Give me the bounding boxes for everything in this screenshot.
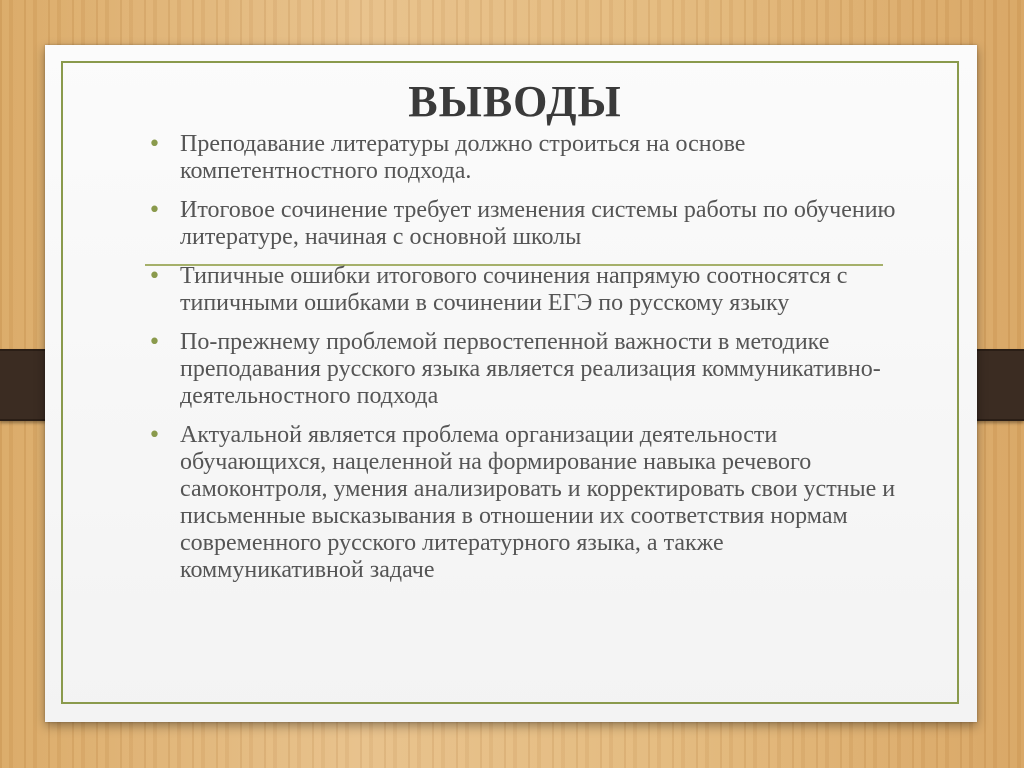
bullet-text: Преподавание литературы должно строиться на основе компетентностного подхода.	[180, 131, 746, 184]
bullet-item	[135, 329, 905, 410]
bullet-item	[135, 422, 905, 584]
slide-card	[45, 45, 977, 722]
bullet-text: По-прежнему проблемой первостепенной важности в методике преподавания русского языка является реализация коммуникативно-деятельностного подхода	[180, 329, 881, 409]
slide-title: ВЫВОДЫ	[408, 77, 622, 126]
bullet-text: Актуальной является проблема организации деятельности обучающихся, нацеленной на формирование навыка речевого самоконтроля, умения анализировать и корректировать свои устные и письменные высказывания в отношении их соответствия нормам современного русского литературного языка, а также коммуникативной задаче	[180, 422, 896, 583]
bullet-marker: •	[148, 132, 161, 157]
bullet-marker: •	[148, 330, 161, 355]
bullet-list	[135, 131, 905, 584]
bullet-item	[135, 131, 905, 185]
bullet-text: Типичные ошибки итогового сочинения напрямую соотносятся с типичными ошибками в сочинении ЕГЭ по русскому языку	[180, 263, 848, 316]
bullet-marker: •	[148, 423, 161, 448]
bullet-marker: •	[148, 264, 161, 289]
bullet-marker: •	[148, 198, 161, 223]
bullet-text: Итоговое сочинение требует изменения системы работы по обучению литературе, начиная с основной школы	[180, 197, 896, 250]
bullet-item	[135, 263, 905, 317]
bullet-item	[135, 197, 905, 251]
